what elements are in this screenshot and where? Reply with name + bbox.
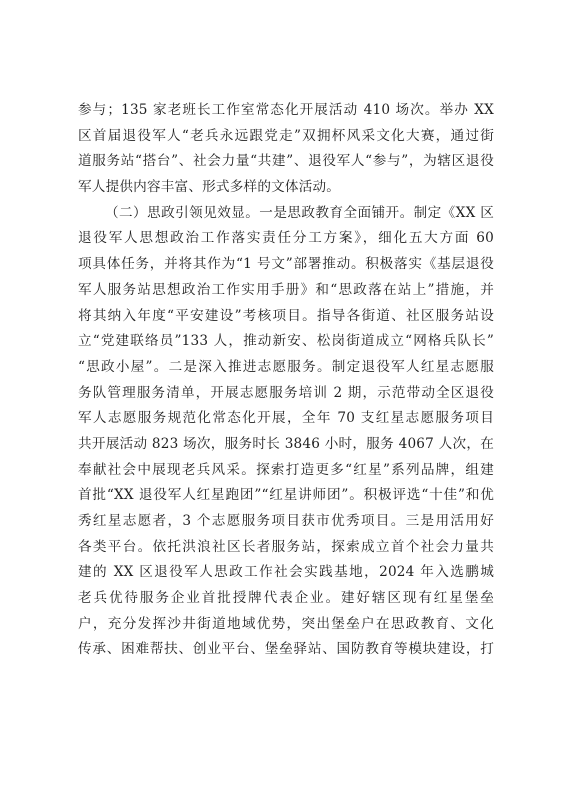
text-line: 老兵优待服务企业首批授牌代表企业。建好辖区现有红星堡垒 xyxy=(78,590,494,607)
text-line: 项具体任务，并将其作为“1 号文”部署推动。积极落实《基层退役 xyxy=(78,256,494,273)
text-line: 将其纳入年度“平安建设”考核项目。指导各街道、社区服务站设 xyxy=(78,307,494,324)
body-text xyxy=(78,98,494,663)
text-line: “思政小屋”。二是深入推进志愿服务。制定退役军人红星志愿服 xyxy=(78,358,494,375)
text-line: 军人志愿服务规范化常态化开展，全年 70 支红星志愿服务项目 xyxy=(78,410,494,427)
text-line: 道服务站“搭台”、社会力量“共建”、退役军人“参与”，为辖区退役 xyxy=(78,153,494,170)
text-line: 户，充分发挥沙井街道地域优势，突出堡垒户在思政教育、文化 xyxy=(78,615,494,632)
text-line: 各类平台。依托洪浪社区长者服务站，探索成立首个社会力量共 xyxy=(78,538,494,555)
text-line: 共开展活动 823 场次，服务时长 3846 小时，服务 4067 人次，在 xyxy=(78,435,494,452)
text-line: 区首届退役军人“老兵永远跟党走”双拥杯风采文化大赛，通过街 xyxy=(78,127,494,144)
text-line: 军人服务站思想政治工作实用手册》和“思政落在站上”措施，并 xyxy=(78,281,494,298)
text-line: 建的 XX 区退役军人思政工作社会实践基地，2024 年入选鹏城 xyxy=(78,564,494,581)
text-line: 务队管理服务清单，开展志愿服务培训 2 期，示范带动全区退役 xyxy=(78,384,494,401)
text-line: 首批“XX 退役军人红星跑团”“红星讲师团”。积极评选“十佳”和优 xyxy=(78,487,494,504)
text-line: 退役军人思想政治工作落实责任分工方案》，细化五大方面 60 xyxy=(78,230,494,247)
section-heading-line: （二）思政引领见效显。一是思政教育全面铺开。制定《XX 区 xyxy=(105,204,494,221)
text-line: 奉献社会中展现老兵风采。探索打造更多“红星”系列品牌，组建 xyxy=(78,461,494,478)
text-line: 秀红星志愿者，3 个志愿服务项目获市优秀项目。三是用活用好 xyxy=(78,513,494,529)
text-line: 参与；135 家老班长工作室常态化开展活动 410 场次。举办 XX xyxy=(78,102,494,118)
text-line: 立“党建联络员”133 人，推动新安、松岗街道成立“网格兵队长” xyxy=(78,333,494,350)
text-line: 传承、困难帮扶、创业平台、堡垒驿站、国防教育等模块建设，打 xyxy=(78,641,494,658)
text-line: 军人提供内容丰富、形式多样的文体活动。 xyxy=(78,179,341,196)
